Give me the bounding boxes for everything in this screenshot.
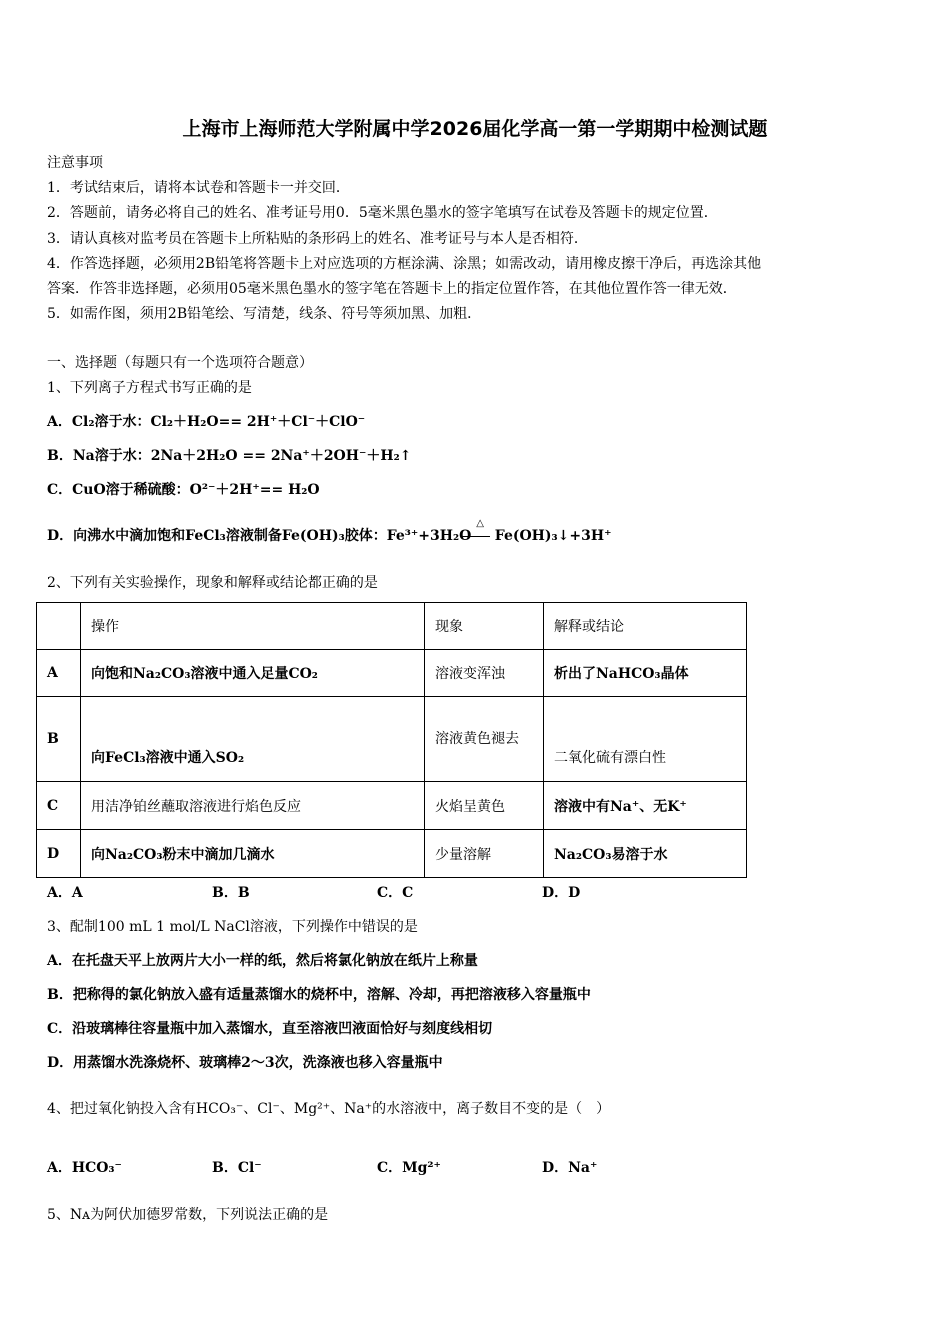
reaction-arrow bbox=[462, 536, 490, 537]
table-cell: C bbox=[37, 782, 81, 830]
heating-condition: △ bbox=[476, 518, 484, 529]
notice-item: 3．请认真核对监考员在答题卡上所粘贴的条形码上的姓名、准考证号与本人是否相符． bbox=[47, 231, 588, 247]
table-header-cell bbox=[37, 603, 81, 650]
table-row bbox=[37, 650, 747, 697]
question-1-stem: 1、下列离子方程式书写正确的是 bbox=[47, 380, 252, 396]
table-row bbox=[37, 830, 747, 878]
notice-item: 答案．作答非选择题，必须用05毫米黑色墨水的签字笔在答题卡上的指定位置作答，在其他位置作答一律无效． bbox=[47, 281, 737, 297]
table-cell: D bbox=[37, 830, 81, 878]
question-2-option: C．C bbox=[377, 885, 414, 901]
notice-item: 4．作答选择题，必须用2B铅笔将答题卡上对应选项的方框涂满、涂黑；如需改动，请用橡皮擦干净后，再选涂其他 bbox=[47, 256, 762, 272]
table-cell: 析出了NaHCO₃晶体 bbox=[544, 650, 747, 697]
question-2-option: B．B bbox=[212, 885, 250, 901]
notice-item: 5．如需作图，须用2B铅笔绘、写清楚，线条、符号等须加黑、加粗． bbox=[47, 306, 482, 322]
option-d-products: Fe(OH)₃↓+3H⁺ bbox=[494, 528, 612, 544]
table-row bbox=[37, 782, 747, 830]
question-3-option-a: A．在托盘天平上放两片大小一样的纸，然后将氯化钠放在纸片上称量 bbox=[47, 953, 478, 969]
table-cell: 溶液变浑浊 bbox=[425, 650, 544, 697]
question-3-stem: 3、配制100 mL 1 mol/L NaCl溶液，下列操作中错误的是 bbox=[47, 919, 418, 935]
question-5-stem: 5、Nᴀ为阿伏加德罗常数，下列说法正确的是 bbox=[47, 1207, 329, 1223]
table-header-cell: 解释或结论 bbox=[544, 603, 747, 650]
table-cell: Na₂CO₃易溶于水 bbox=[544, 830, 747, 878]
experiment-table bbox=[36, 602, 747, 878]
table-cell: 向Na₂CO₃粉末中滴加几滴水 bbox=[81, 830, 425, 878]
question-4-option: D．Na⁺ bbox=[542, 1160, 598, 1176]
page-title: 上海市上海师范大学附属中学2026届化学高一第一学期期中检测试题 bbox=[182, 118, 768, 140]
table-cell: A bbox=[37, 650, 81, 697]
table-cell: 溶液黄色褪去 bbox=[425, 697, 544, 782]
question-4-option: B．Cl⁻ bbox=[212, 1160, 262, 1176]
question-2-option: A．A bbox=[47, 885, 83, 901]
table-cell: 溶液中有Na⁺、无K⁺ bbox=[544, 782, 747, 830]
question-3-option-c: C．沿玻璃棒往容量瓶中加入蒸馏水，直至溶液凹液面恰好与刻度线相切 bbox=[47, 1021, 493, 1037]
question-4-option: C．Mg²⁺ bbox=[377, 1160, 441, 1176]
question-3-option-d: D．用蒸馏水洗涤烧杯、玻璃棒2～3次，洗涤液也移入容量瓶中 bbox=[47, 1055, 443, 1071]
question-1-option-c: C．CuO溶于稀硫酸：O²⁻＋2H⁺== H₂O bbox=[47, 482, 320, 498]
question-4-stem: 4、把过氧化钠投入含有HCO₃⁻、Cl⁻、Mg²⁺、Na⁺的水溶液中，离子数目不变的是（ ） bbox=[47, 1101, 611, 1117]
table-cell: 向FeCl₃溶液中通入SO₂ bbox=[81, 697, 425, 782]
section-heading: 一、选择题（每题只有一个选项符合题意） bbox=[47, 355, 313, 371]
question-2-stem: 2、下列有关实验操作，现象和解释或结论都正确的是 bbox=[47, 575, 378, 591]
question-3-option-b: B．把称得的氯化钠放入盛有适量蒸馏水的烧杯中，溶解、冷却，再把溶液移入容量瓶中 bbox=[47, 987, 591, 1003]
question-4-option: A．HCO₃⁻ bbox=[47, 1160, 122, 1176]
table-cell: 二氧化硫有漂白性 bbox=[544, 697, 747, 782]
notice-item: 2．答题前，请务必将自己的姓名、准考证号用0．5毫米黑色墨水的签字笔填写在试卷及答题卡的规定位置． bbox=[47, 205, 718, 221]
question-1-option-d bbox=[47, 518, 612, 545]
table-cell: 向饱和Na₂CO₃溶液中通入足量CO₂ bbox=[81, 650, 425, 697]
notice-item: 1．考试结束后，请将本试卷和答题卡一并交回． bbox=[47, 180, 350, 196]
table-header-cell: 现象 bbox=[425, 603, 544, 650]
question-1-option-a: A．Cl₂溶于水：Cl₂＋H₂O== 2H⁺＋Cl⁻＋ClO⁻ bbox=[47, 414, 366, 430]
option-d-reactants: D．向沸水中滴加饱和FeCl₃溶液制备Fe(OH)₃胶体：Fe³⁺+3H₂O bbox=[47, 528, 472, 544]
notice-heading: 注意事项 bbox=[47, 155, 103, 171]
table-cell: 用洁净铂丝蘸取溶液进行焰色反应 bbox=[81, 782, 425, 830]
table-cell: 火焰呈黄色 bbox=[425, 782, 544, 830]
table-cell: B bbox=[37, 697, 81, 782]
table-header-cell: 操作 bbox=[81, 603, 425, 650]
question-2-option: D．D bbox=[542, 885, 581, 901]
table-cell: 少量溶解 bbox=[425, 830, 544, 878]
table-row bbox=[37, 697, 747, 782]
question-1-option-b: B．Na溶于水：2Na＋2H₂O == 2Na⁺＋2OH⁻＋H₂↑ bbox=[47, 448, 412, 464]
table-header-row bbox=[37, 603, 747, 650]
